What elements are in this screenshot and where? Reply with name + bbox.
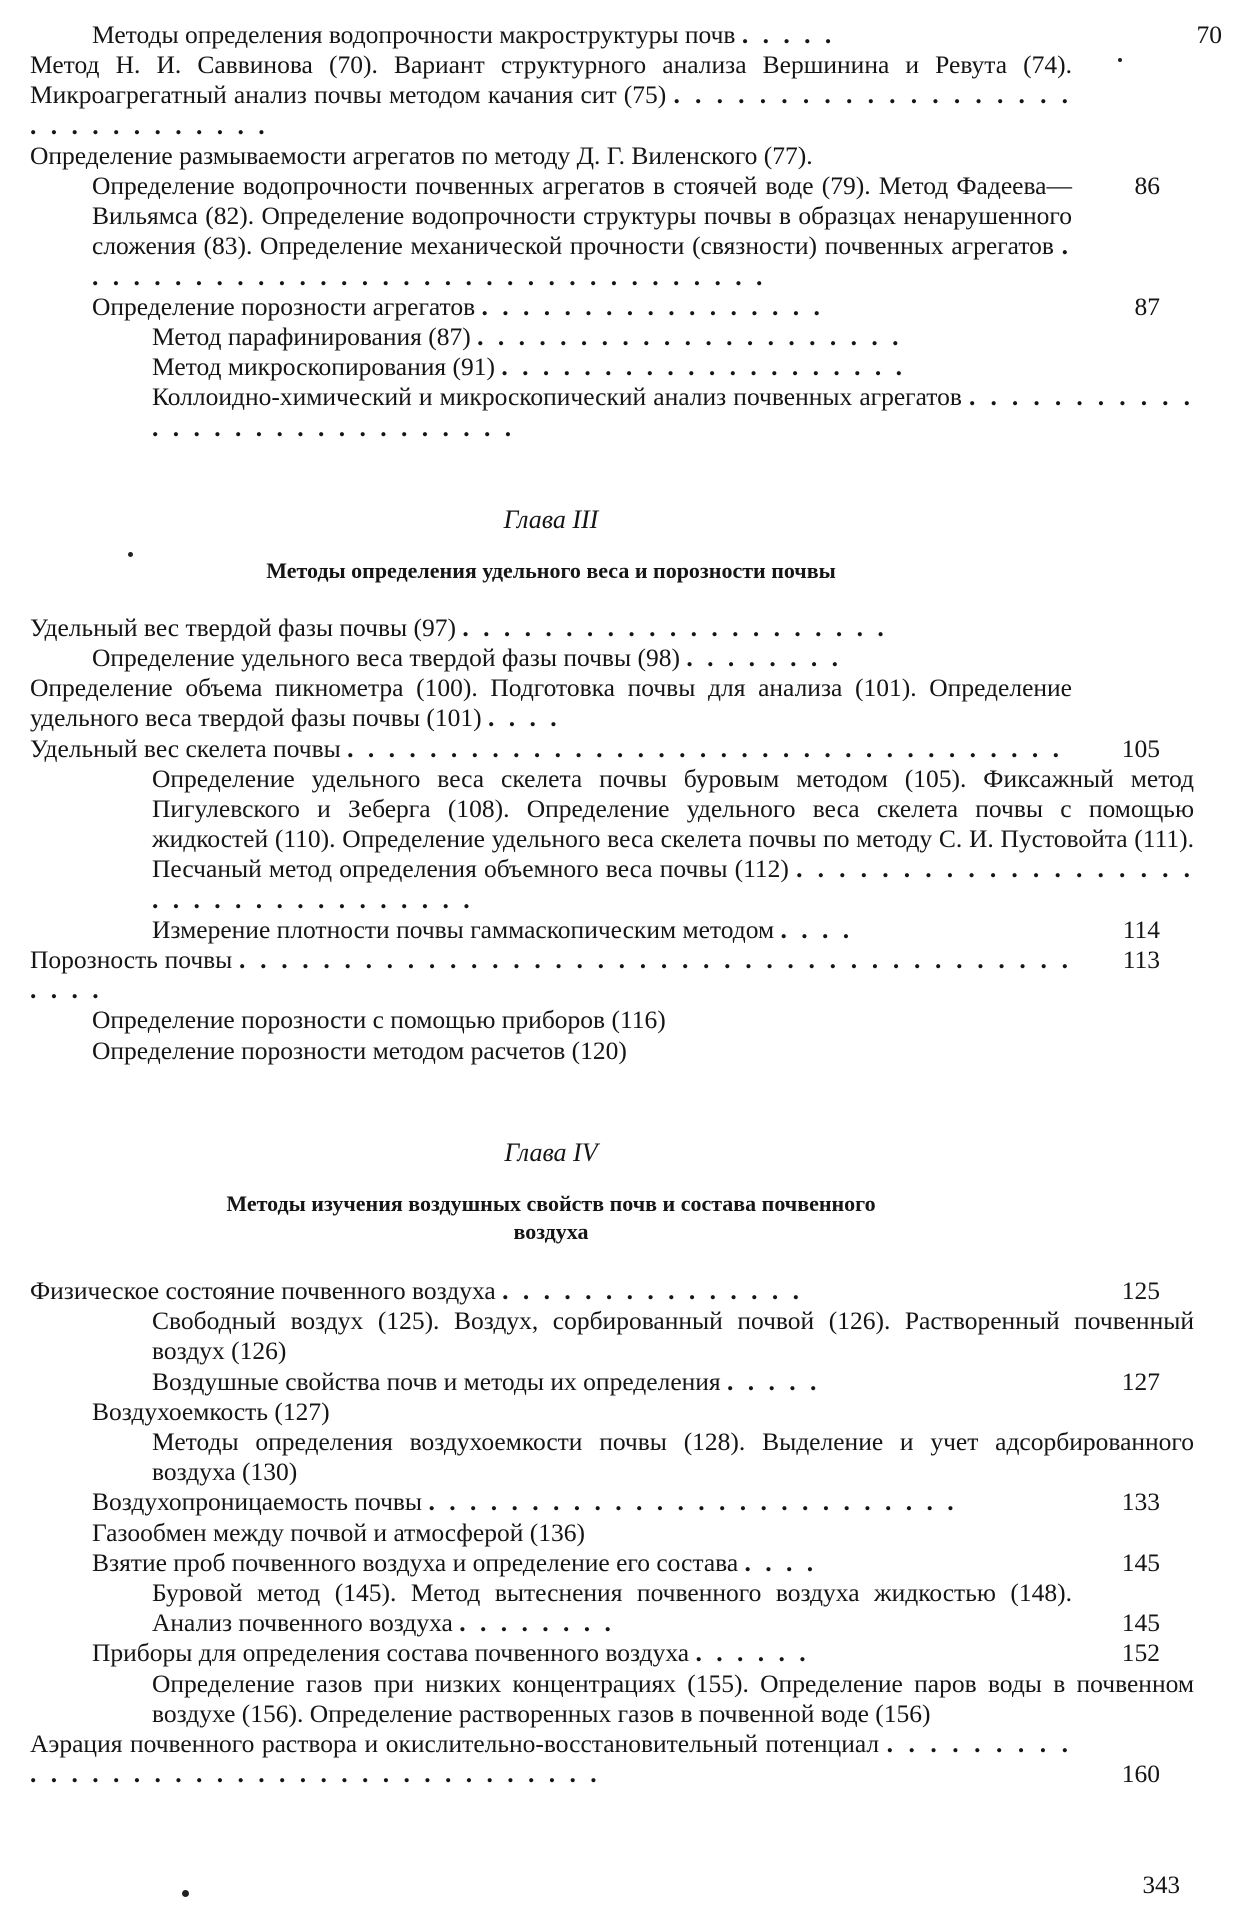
toc-entry-text: Определение водопрочности почвенных агрегатов в стоячей воде (79). Метод Фадеева—Вильямса (82). Определение водопрочности структуры почвы в образцах ненарушенного сложения (83). Определение механической прочности (связности) почвенных агрегатов [92, 171, 1072, 261]
page-number: 343 [1142, 1872, 1180, 1899]
page-ref: 160 [1121, 1759, 1160, 1789]
toc-entry [30, 352, 1194, 382]
dot-leader: . . . . . . . . . . . . . . . [502, 1275, 803, 1305]
scan-speck [182, 1890, 189, 1897]
toc-entry-text: Определение порозности с помощью приборов (116) [92, 1005, 666, 1035]
toc-entry [30, 382, 1194, 442]
toc-entry-text: Определение порозности агрегатов [92, 291, 476, 321]
toc-entry-text: Коллоидно-химический и микроскопический анализ почвенных агрегатов [152, 382, 962, 412]
dot-leader: . . . . . . . . . . . . . . . . . . . . . [462, 612, 888, 642]
dot-leader: . . . . . . . . . . . . . . . . . . . . . . . . . . . . . . . . . . . . . [30, 1728, 1073, 1789]
dot-leader: . . . . . . . . [686, 643, 842, 673]
chapter-label: Глава IV [504, 1137, 598, 1167]
toc-entry-text: Метод микроскопирования (91) [152, 352, 495, 382]
toc-entry-text: Методы определения водопрочности макроструктуры почв [92, 20, 736, 49]
toc-entry [30, 1487, 1180, 1517]
dot-leader: . . . . . . . . . . . . . . . . . . . . . . . . . . [428, 1487, 958, 1517]
toc-entry-text: Свободный воздух (125). Воздух, сорбированный почвой (126). Растворенный почвенный воздух (126) [152, 1306, 1194, 1366]
toc-section-chapter-4 [30, 1275, 1194, 1789]
toc-entry [30, 1397, 1134, 1427]
toc-entry [30, 1638, 1180, 1668]
toc-entry-text: Взятие проб почвенного воздуха и определение его состава [92, 1547, 739, 1577]
toc-entry-text: Метод Н. И. Саввинова (70). Вариант структурного анализа Вершинина и Ревута (74). Микроагрегатный анализ почвы методом качания сит (75) [30, 50, 1072, 110]
dot-leader: . . . . . [741, 20, 836, 49]
toc-entry [30, 734, 1180, 764]
page-ref: 127 [1121, 1366, 1160, 1396]
toc-entry [30, 322, 1194, 352]
chapter-title: Методы определения удельного веса и порозности почвы [266, 557, 836, 583]
dot-leader: . . . . . . . . . . . . . . . . . . . . . . . . . . . . . . . . . . . . . . . . . . . . [30, 945, 1072, 1005]
toc-entry [30, 292, 1180, 322]
toc-entry [30, 1036, 1134, 1066]
toc-entry-text: Определение удельного веса твердой фазы почвы (98) [92, 643, 680, 673]
toc-entry [30, 50, 1072, 141]
page-ref: 113 [1122, 945, 1160, 975]
toc-entry-text: Воздухоемкость (127) [92, 1396, 330, 1426]
dot-leader: . . . . . . . . . . . . . . . . . . . . . . . . . . . . . . . . . . . [152, 854, 1195, 914]
dot-leader: . . . . . . . . . . . . . . . . . . . . . . . . . . . . . . . [30, 80, 1073, 140]
toc-entry-text: Буровой метод (145). Метод вытеснения почвенного воздуха жидкостью (148). Анализ почвенного воздуха [152, 1577, 1072, 1638]
toc-entry [30, 945, 1180, 1005]
toc-entry-text: Удельный вес твердой фазы почвы (97) [30, 612, 456, 642]
toc-entry-text: Приборы для определения состава почвенного воздуха [92, 1638, 690, 1668]
toc-page [30, 20, 1222, 1789]
toc-entry-text: Методы определения воздухоемкости почвы (128). Выделение и учет адсорбированного воздуха (130) [152, 1426, 1194, 1487]
scan-speck [1118, 58, 1122, 62]
toc-entry-text: Воздушные свойства почв и методы их определения [152, 1366, 721, 1396]
toc-entry [30, 1306, 1194, 1366]
toc-entry [30, 1367, 1180, 1397]
toc-entry [30, 1578, 1180, 1638]
dot-leader: . . . . . . . . . . . . . . . . . . . . [501, 352, 906, 382]
toc-section-top [30, 20, 1222, 443]
toc-entry [30, 1518, 1134, 1548]
dot-leader: . . . . . . [695, 1638, 810, 1668]
toc-entry [30, 1669, 1194, 1729]
page-ref: 133 [1121, 1487, 1160, 1517]
dot-leader: . . . . . . . . . . . . . . . . . . . . . . . . . . . . . [152, 382, 1195, 442]
dot-leader: . . . . . . . . . . . . . . . . . . . . . . . . . . . . . . . . . . . [347, 733, 1064, 763]
page-ref: 145 [1121, 1608, 1160, 1638]
toc-entry [30, 1276, 1180, 1306]
toc-entry-text: Определение порозности методом расчетов (120) [92, 1035, 627, 1065]
toc-entry [30, 20, 1242, 50]
toc-entry-text: Определение удельного веса скелета почвы буровым методом (105). Фиксажный метод Пигулевского и Зеберга (108). Определение удельного веса скелета почвы с помощью жидкостей (110). Определение удельного веса скелета почвы по методу С. И. Пустовойта (111). Песчаный метод определения объемного веса почвы (112) [152, 763, 1194, 884]
toc-entry [30, 643, 1134, 673]
toc-entry-text: Удельный вес скелета почвы [30, 733, 341, 763]
dot-leader: . . . . [744, 1547, 818, 1577]
page-ref: 86 [1134, 171, 1160, 201]
chapter-title: Методы изучения воздушных свойств почв и состава почвенного воздуха [226, 1190, 876, 1244]
toc-entry-text: Метод парафинирования (87) [152, 322, 471, 352]
toc-entry [30, 1548, 1180, 1578]
toc-section-chapter-3 [30, 612, 1195, 1066]
toc-entry [30, 613, 1072, 643]
toc-entry [30, 1005, 1134, 1035]
toc-entry-text: Аэрация почвенного раствора и окислительно-восстановительный потенциал [30, 1728, 880, 1758]
scan-speck [128, 552, 133, 557]
toc-entry-text: Порозность почвы [30, 945, 233, 975]
toc-entry [30, 915, 1180, 945]
dot-leader: . . . . [780, 914, 854, 944]
page-ref: 87 [1134, 291, 1160, 321]
toc-entry [30, 171, 1180, 292]
dot-leader: . . . . . . . . [459, 1608, 615, 1638]
toc-entry [30, 1427, 1194, 1487]
page-ref: 125 [1121, 1275, 1160, 1305]
toc-entry-text: Измерение плотности почвы гаммаскопическим методом [152, 914, 775, 944]
toc-entry-text: Определение газов при низких концентрациях (155). Определение паров воды в почвенном воздухе (156). Определение растворенных газов в почвенной воде (156) [152, 1668, 1194, 1728]
toc-entry-text: Воздухопроницаемость почвы [92, 1487, 423, 1517]
dot-leader: . . . . . . . . . . . . . . . . . . . . . [477, 322, 903, 352]
toc-entry-text: Газообмен между почвой и атмосферой (136) [92, 1517, 585, 1547]
toc-entry [30, 1729, 1180, 1789]
chapter-label: Глава III [503, 504, 599, 534]
toc-entry [30, 764, 1194, 915]
toc-entry [30, 141, 1072, 171]
page-ref: 152 [1121, 1638, 1160, 1668]
dot-leader: . . . . . . . . . . . . . . . . . [481, 291, 824, 321]
toc-entry [30, 673, 1072, 733]
dot-leader: . . . . [487, 703, 561, 733]
toc-entry-text: Физическое состояние почвенного воздуха [30, 1275, 496, 1305]
page-ref: 70 [1196, 20, 1222, 49]
page-ref: 114 [1122, 914, 1160, 944]
toc-entry-text: Определение размываемости агрегатов по методу Д. Г. Виленского (77). [30, 140, 813, 170]
dot-leader: . . . . . [727, 1366, 821, 1396]
page-ref: 145 [1121, 1547, 1160, 1577]
page-ref: 105 [1121, 733, 1160, 763]
dot-leader: . . . . . . . . . . . . . . . . . . . . . . . . . . . . . . . . . . [92, 231, 1073, 291]
toc-entry-text: Определение объема пикнометра (100). Подготовка почвы для анализа (101). Определение удельного веса твердой фазы почвы (101) [30, 673, 1072, 733]
